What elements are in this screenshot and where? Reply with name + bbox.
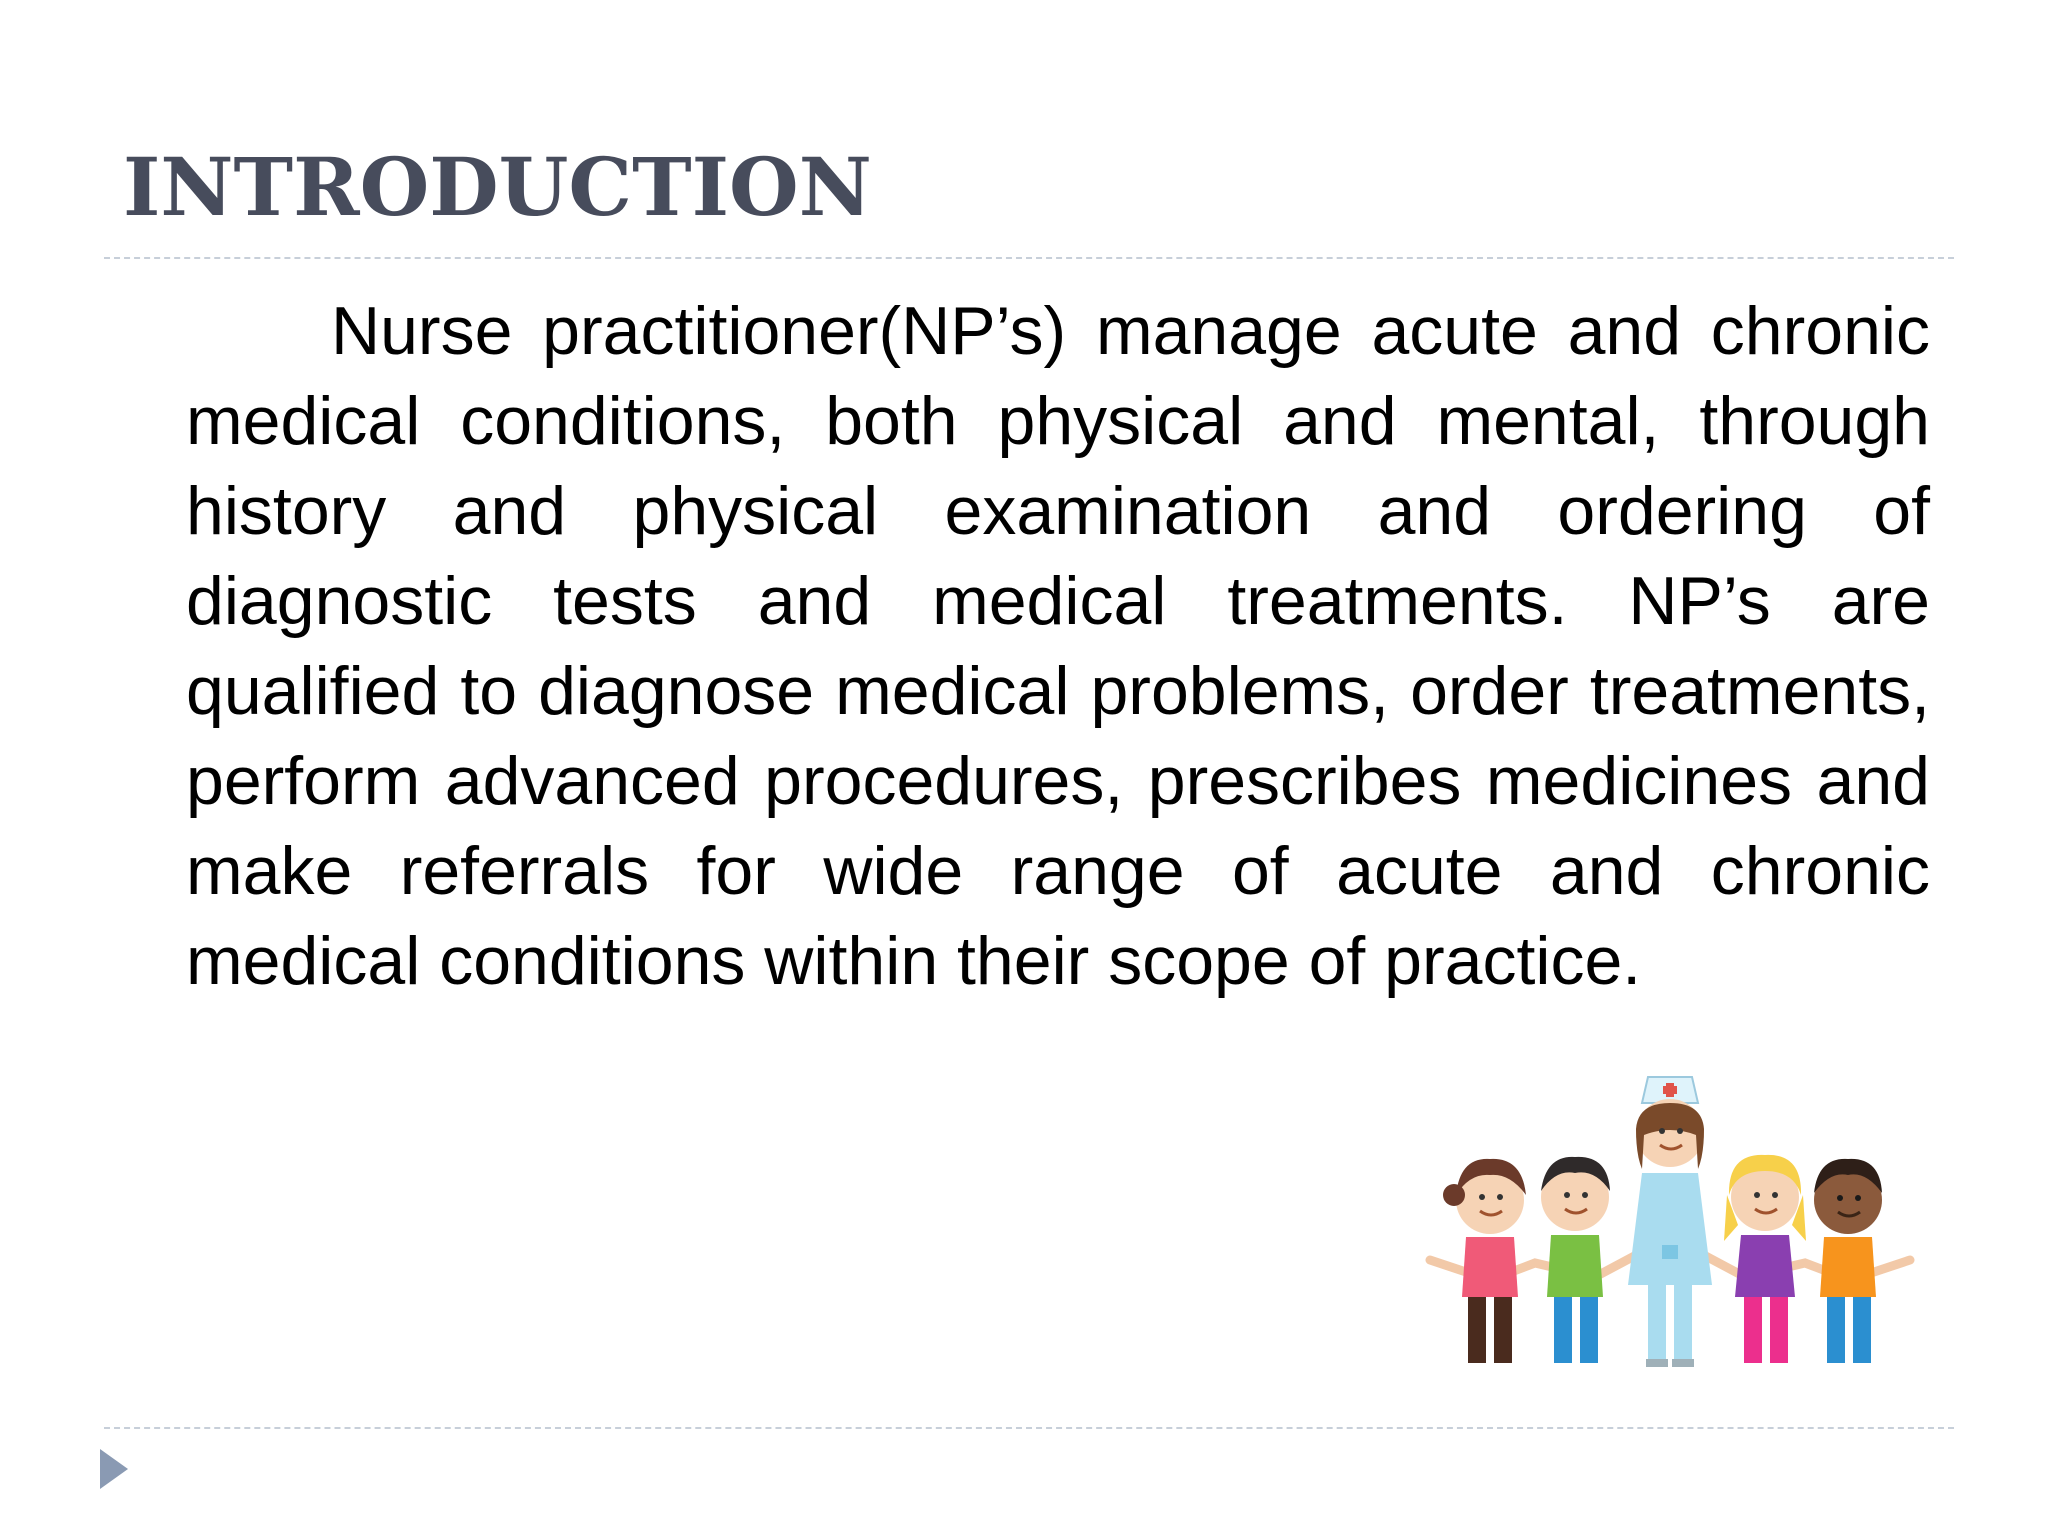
slide-title: INTRODUCTION xyxy=(123,140,872,234)
footer-divider xyxy=(104,1427,1954,1429)
nurse-with-children-illustration xyxy=(1370,1045,1960,1375)
title-divider xyxy=(104,257,1954,259)
child-3-figure xyxy=(1724,1155,1806,1363)
child-1-figure xyxy=(1443,1159,1526,1363)
next-slide-arrow-icon[interactable] xyxy=(100,1449,128,1489)
child-4-figure xyxy=(1814,1159,1882,1363)
slide-body-text: Nurse practitioner(NP’s) manage acute and chronic medical conditions, both physical and mental, through history and physical examination and ordering of diagnostic tests and medical treatments. NP’s are qualified to diagnose medical problems, order treatments, perform advanced procedures, prescribes medicines and make referrals for wide range of acute and chronic medical conditions within their scope of practice. xyxy=(186,293,1930,999)
child-2-figure xyxy=(1541,1157,1610,1363)
nurse-figure xyxy=(1628,1077,1712,1367)
